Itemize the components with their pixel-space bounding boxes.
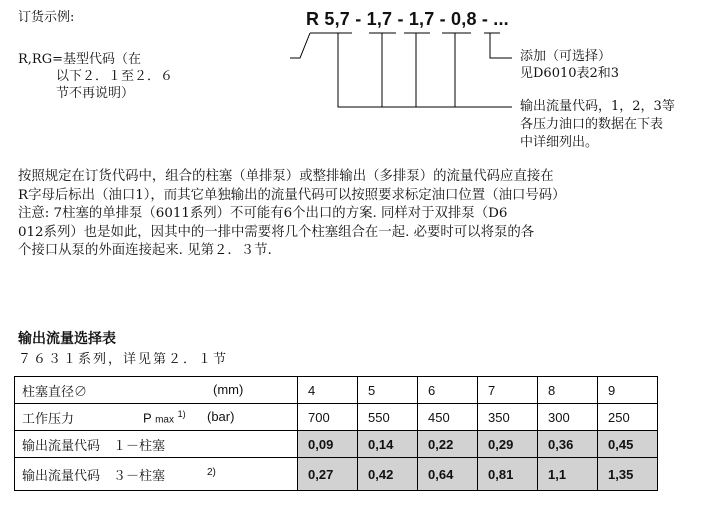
table-cell: 450 — [418, 404, 478, 431]
table-cell: 8 — [538, 377, 598, 404]
table-cell: 0,42 — [358, 458, 418, 491]
table-row-flow-3-piston — [15, 458, 658, 491]
table-cell: 4 — [298, 377, 358, 404]
order-example-label: 订货示例: — [18, 10, 75, 25]
flow-code-description: 输出流量代码，1，2，3等 各压力油口的数据在下表 中详细列出。 — [520, 99, 675, 150]
table-cell: 0,27 — [298, 458, 358, 491]
table-row-working-pressure — [15, 404, 658, 431]
ordering-notes-paragraph: 按照规定在订货代码中，组合的柱塞（单排泵）或整排输出（多排泵）的流量代码应直接在 R字母后标出（油口1），而其它单独输出的流量代码可以按照要求标定油口位置（油口号码） 注意: 7柱塞的单排泵（6011系列）不可能有6个出口的方案. 同样对于双排泵（D6 012系列）也是如此，因其中的一排中需要将几个柱塞组合在一起. 必要时可以将泵的各 个接口从泵的外面连接起来. 见第２．３节. — [18, 169, 566, 258]
table-cell: 0,09 — [298, 431, 358, 458]
addition-description: 添加（可选择） 见D6010表2和3 — [520, 49, 620, 81]
unit-label: (mm) — [213, 382, 244, 397]
table-cell: 0,81 — [478, 458, 538, 491]
add-callout-line — [490, 33, 512, 58]
table-cell: 700 — [298, 404, 358, 431]
table-cell: 0,22 — [418, 431, 478, 458]
flow-selection-table — [14, 376, 658, 491]
order-code: R 5,7 - 1,7 - 1,7 - 0,8 - ... — [306, 9, 509, 29]
pmax-symbol: P max $^{1)}$ — [143, 409, 186, 426]
r-callout-line — [290, 33, 310, 58]
table-cell: 0,14 — [358, 431, 418, 458]
table-cell: 0,29 — [478, 431, 538, 458]
table-cell: 350 — [478, 404, 538, 431]
table-cell: 6 — [418, 377, 478, 404]
row-label: 输出流量代码 ３－柱塞 2) — [15, 458, 298, 491]
table-cell: 1,1 — [538, 458, 598, 491]
table-cell: 7 — [478, 377, 538, 404]
footnote-mark: 2) — [207, 467, 216, 478]
row-label: 工作压力 P max $^{1)}$ (bar) — [15, 404, 298, 431]
table-cell: 1,35 — [598, 458, 658, 491]
table-row-piston-diameter — [15, 377, 658, 404]
table-row-flow-1-piston — [15, 431, 658, 458]
table-cell: 550 — [358, 404, 418, 431]
table-cell: 250 — [598, 404, 658, 431]
row-label: 输出流量代码 １－柱塞 — [15, 431, 298, 458]
table-series-note: ７６３１系列，详见第２．１节 — [18, 352, 229, 367]
table-cell: 0,64 — [418, 458, 478, 491]
table-cell: 9 — [598, 377, 658, 404]
base-code-description: R,RG=基型代码（在 以下２．１至２．６ 节不再说明） — [18, 52, 174, 101]
flow-callout-line — [338, 33, 512, 107]
row-label: 柱塞直径∅ (mm) — [15, 377, 298, 404]
table-title: 输出流量选择表 — [18, 331, 116, 347]
unit-label: (bar) — [207, 409, 235, 424]
table-cell: 5 — [358, 377, 418, 404]
table-cell: 0,45 — [598, 431, 658, 458]
table-cell: 300 — [538, 404, 598, 431]
table-cell: 0,36 — [538, 431, 598, 458]
